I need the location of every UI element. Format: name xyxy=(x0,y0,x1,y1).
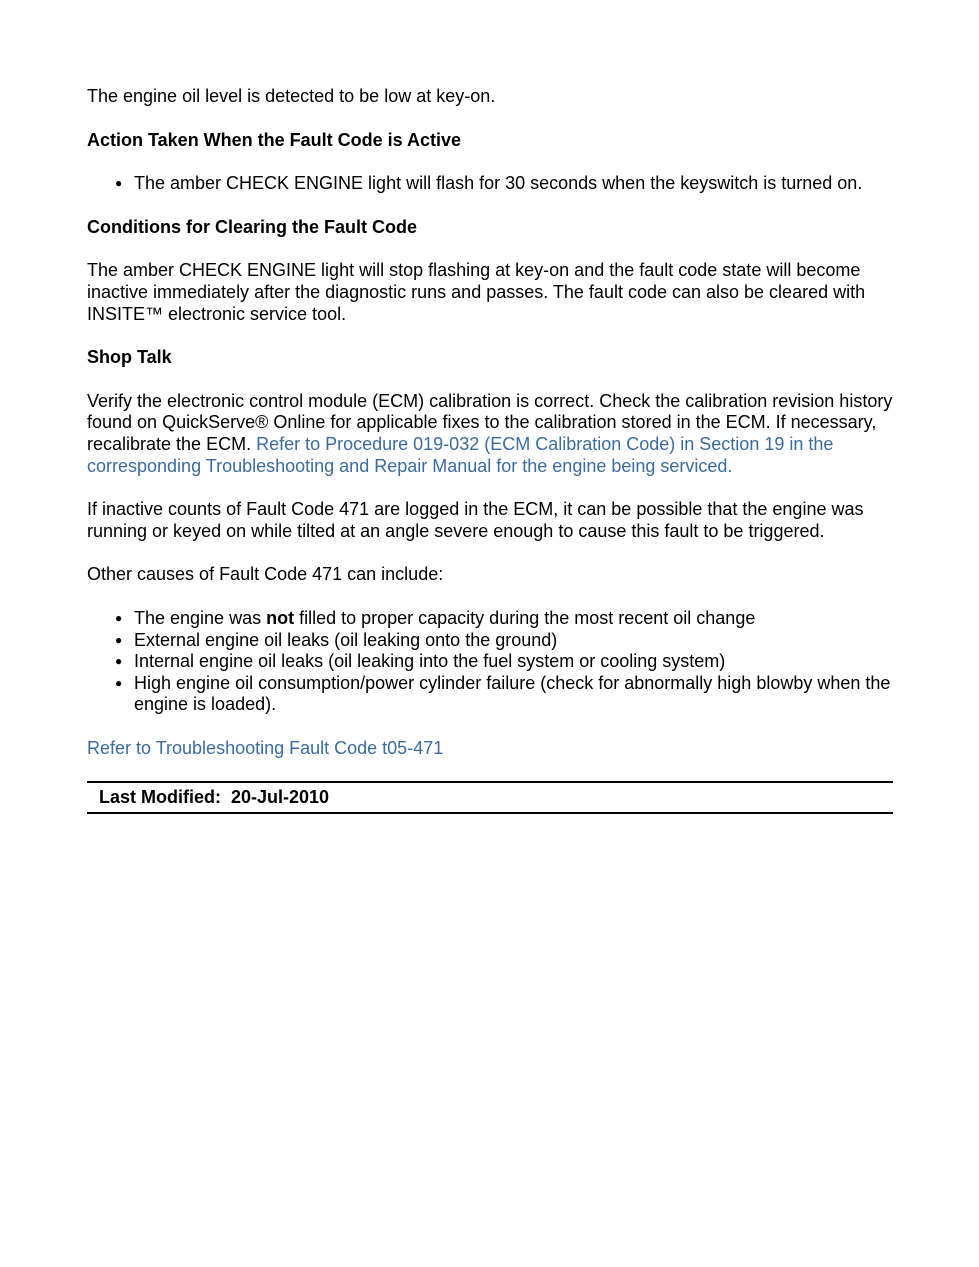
causes-list xyxy=(87,608,893,716)
shop-talk-heading: Shop Talk xyxy=(87,347,172,368)
other-causes-intro: Other causes of Fault Code 471 can include: xyxy=(87,564,444,585)
procedure-link[interactable]: Refer to Procedure 019-032 (ECM Calibration Code) in Section 19 in the corresponding Troubleshooting and Repair Manual for the engine being serviced. xyxy=(87,433,834,476)
refer-paragraph xyxy=(87,738,893,760)
cause-text: High engine oil consumption/power cylinder failure (check for abnormally high blowby when the engine is loaded). xyxy=(134,672,891,715)
list-item xyxy=(115,173,893,195)
bullet-icon: ● xyxy=(115,675,123,690)
cause-text-after: filled to proper capacity during the most recent oil change xyxy=(294,607,756,628)
bullet-icon: ● xyxy=(115,654,123,669)
cause-text: Internal engine oil leaks (oil leaking into the fuel system or cooling system) xyxy=(134,651,726,672)
list-item xyxy=(115,672,893,716)
list-item xyxy=(115,629,893,652)
list-item-text: The amber CHECK ENGINE light will flash for 30 seconds when the keyswitch is turned on. xyxy=(134,173,863,194)
bullet-icon: ● xyxy=(115,632,123,647)
shop-talk-text: Verify the electronic control module (ECM) calibration is correct. Check the calibration revision history found on QuickServe® Online for applicable fixes to the calibration stored in the ECM. If necessary, recalibrate the ECM. xyxy=(87,390,893,454)
action-list xyxy=(87,173,893,195)
bullet-icon: ● xyxy=(115,610,123,625)
inactive-counts-text: If inactive counts of Fault Code 471 are logged in the ECM, it can be possible that the engine was running or keyed on while tilted at an angle severe enough to cause this fault to be triggered. xyxy=(87,499,864,541)
bullet-icon: ● xyxy=(115,176,123,191)
clearing-heading: Conditions for Clearing the Fault Code xyxy=(87,216,417,237)
last-modified-label: Last Modified: xyxy=(99,787,221,808)
shop-talk-paragraph xyxy=(87,391,893,477)
cause-text: External engine oil leaks (oil leaking onto the ground) xyxy=(134,629,558,650)
list-item xyxy=(115,607,893,630)
troubleshooting-link[interactable]: Refer to Troubleshooting Fault Code t05-471 xyxy=(87,737,444,758)
intro-text: The engine oil level is detected to be low at key-on. xyxy=(87,86,496,106)
cause-emphasis: not xyxy=(266,607,295,628)
action-heading: Action Taken When the Fault Code is Active xyxy=(87,129,462,150)
last-modified-bar xyxy=(87,781,893,814)
list-item xyxy=(115,651,893,673)
last-modified-date: 20-Jul-2010 xyxy=(231,787,330,808)
clearing-text: The amber CHECK ENGINE light will stop flashing at key-on and the fault code state will become inactive immediately after the diagnostic runs and passes. The fault code can also be cleared with INSITE™ electronic service tool. xyxy=(87,260,866,324)
cause-text-before: The engine was xyxy=(134,607,267,628)
document-page xyxy=(87,86,893,814)
